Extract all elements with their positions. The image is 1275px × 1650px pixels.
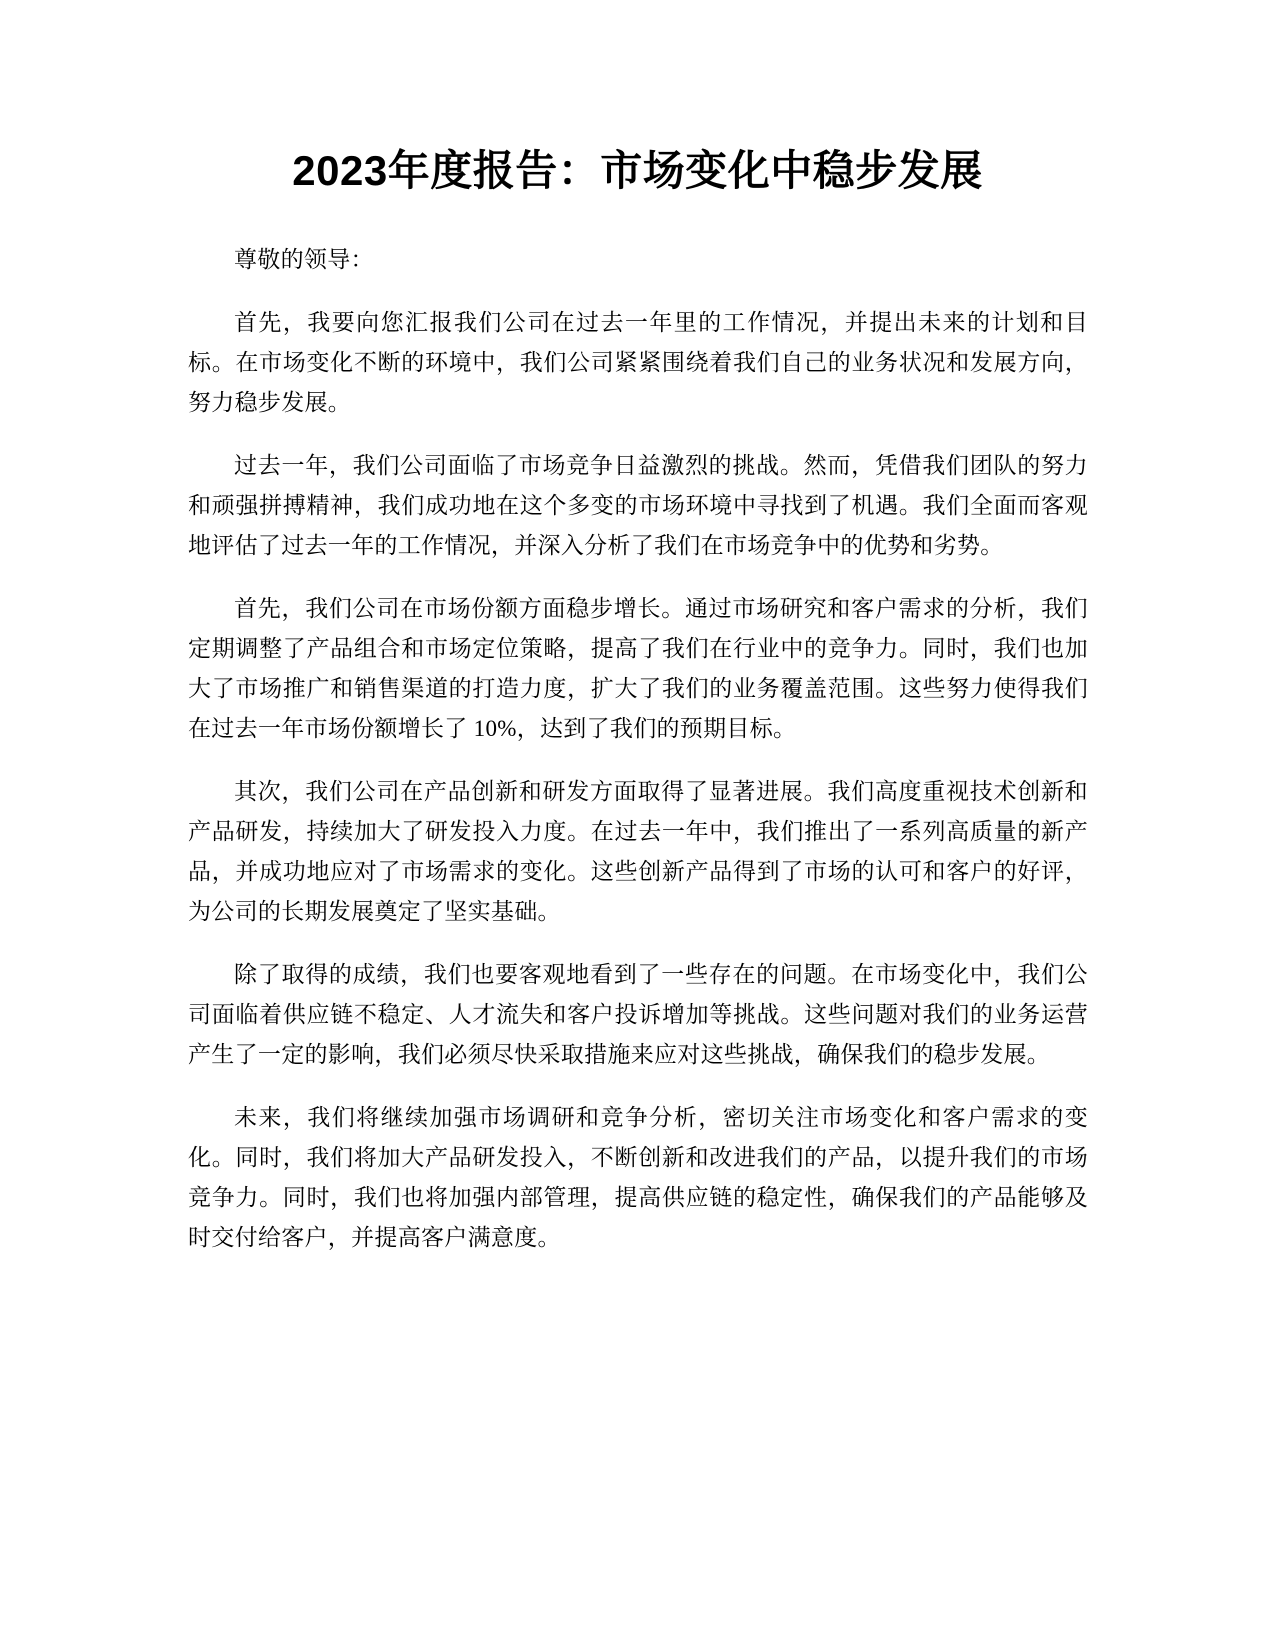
body-paragraph: 过去一年，我们公司面临了市场竞争日益激烈的挑战。然而，凭借我们团队的努力和顽强拼搏精神，我们成功地在这个多变的市场环境中寻找到了机遇。我们全面而客观地评估了过去一年的工作情况，并深入分析了我们在市场竞争中的优势和劣势。 bbox=[188, 453, 1088, 558]
document-title: 2023年度报告：市场变化中稳步发展 bbox=[292, 147, 983, 194]
body-paragraph: 其次，我们公司在产品创新和研发方面取得了显著进展。我们高度重视技术创新和产品研发，持续加大了研发投入力度。在过去一年中，我们推出了一系列高质量的新产品，并成功地应对了市场需求的变化。这些创新产品得到了市场的认可和客户的好评，为公司的长期发展奠定了坚实基础。 bbox=[188, 779, 1088, 924]
body-paragraph: 首先，我要向您汇报我们公司在过去一年里的工作情况，并提出未来的计划和目标。在市场变化不断的环境中，我们公司紧紧围绕着我们自己的业务状况和发展方向，努力稳步发展。 bbox=[188, 310, 1088, 415]
body-paragraph: 首先，我们公司在市场份额方面稳步增长。通过市场研究和客户需求的分析，我们定期调整了产品组合和市场定位策略，提高了我们在行业中的竞争力。同时，我们也加大了市场推广和销售渠道的打造力度，扩大了我们的业务覆盖范围。这些努力使得我们在过去一年市场份额增长了 10%，达到了我们的预期目标。 bbox=[188, 596, 1088, 741]
document-body bbox=[188, 240, 1088, 1281]
body-paragraph: 除了取得的成绩，我们也要客观地看到了一些存在的问题。在市场变化中，我们公司面临着供应链不稳定、人才流失和客户投诉增加等挑战。这些问题对我们的业务运营产生了一定的影响，我们必须尽快采取措施来应对这些挑战，确保我们的稳步发展。 bbox=[188, 962, 1088, 1067]
greeting-paragraph: 尊敬的领导： bbox=[234, 247, 374, 272]
body-paragraph: 未来，我们将继续加强市场调研和竞争分析，密切关注市场变化和客户需求的变化。同时，我们将加大产品研发投入，不断创新和改进我们的产品，以提升我们的市场竞争力。同时，我们也将加强内部管理，提高供应链的稳定性，确保我们的产品能够及时交付给客户，并提高客户满意度。 bbox=[188, 1105, 1088, 1250]
